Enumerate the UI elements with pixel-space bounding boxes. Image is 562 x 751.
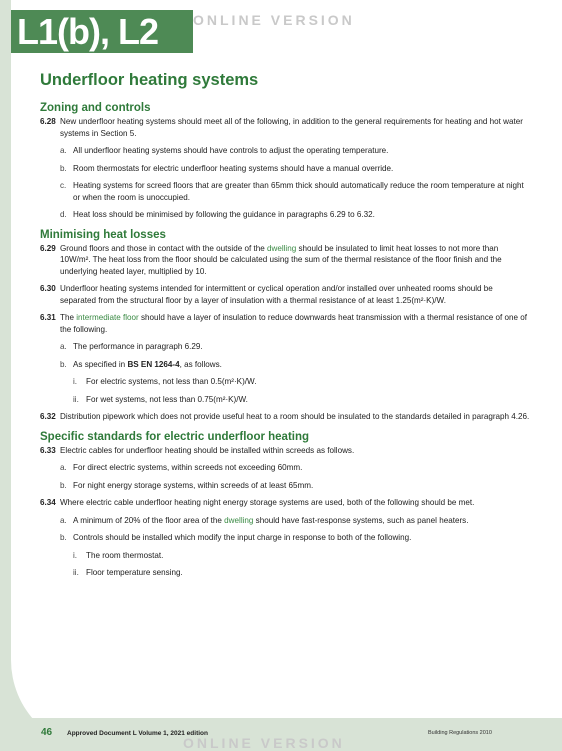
intermediate-floor-link[interactable]: intermediate floor xyxy=(76,313,139,322)
list-item xyxy=(60,359,530,371)
text-segment: The xyxy=(60,313,77,322)
paragraph-text: Electric cables for underfloor heating should be installed within screeds as follows. xyxy=(60,445,355,455)
paragraph-number: 6.30 xyxy=(40,284,56,293)
item-letter: b. xyxy=(60,480,67,490)
item-text: All underfloor heating systems should have controls to adjust the operating temperature. xyxy=(73,146,389,155)
paragraph-6-34 xyxy=(40,497,530,509)
paragraph-6-32 xyxy=(40,411,530,423)
paragraph-text xyxy=(60,312,530,335)
paragraph-6-28 xyxy=(40,116,530,139)
item-text: For direct electric systems, within screeds not exceeding 60mm. xyxy=(73,463,303,472)
paragraph-number: 6.33 xyxy=(40,445,56,455)
heading-zoning: Zoning and controls xyxy=(40,102,151,114)
watermark-bottom: ONLINE VERSION xyxy=(183,735,345,751)
item-text: For electric systems, not less than 0.5(m²·K)/W. xyxy=(86,377,257,386)
item-text: The room thermostat. xyxy=(86,550,164,560)
item-text: The performance in paragraph 6.29. xyxy=(73,342,203,351)
paragraph-number: 6.32 xyxy=(40,412,56,421)
item-letter: c. xyxy=(60,181,67,190)
item-letter: b. xyxy=(60,359,67,369)
list-item xyxy=(60,532,530,544)
list-item xyxy=(60,341,530,353)
document-page xyxy=(11,0,562,750)
item-text: Controls should be installed which modify the input charge in response to both of the following. xyxy=(73,533,412,542)
paragraph-6-30 xyxy=(40,283,530,306)
paragraph-text: Underfloor heating systems intended for intermittent or cyclical operation and/or installed over unheated rooms should be separated from the structural floor by a layer of insulation with a thermal resistance of at least 1.25(m²·K)/W. xyxy=(60,284,493,305)
item-text: For wet systems, not less than 0.75(m²·K)/W. xyxy=(86,394,248,404)
paragraph-number: 6.29 xyxy=(40,243,56,253)
watermark-top: ONLINE VERSION xyxy=(193,12,355,28)
section-tab: L1(b), L2 xyxy=(11,10,193,53)
item-letter: b. xyxy=(60,163,67,173)
item-numeral: ii. xyxy=(73,568,79,577)
list-item xyxy=(60,480,530,492)
sub-list-item xyxy=(73,376,530,388)
paragraph-text: Where electric cable underfloor heating night energy storage systems are used, both of the following should be met. xyxy=(60,498,475,507)
sub-list-item xyxy=(73,567,530,579)
text-segment: Ground floors and those in contact with the outside of the xyxy=(60,243,267,253)
dwelling-link[interactable]: dwelling xyxy=(266,243,297,253)
standard-reference: BS EN 1264-4 xyxy=(127,359,180,369)
paragraph-number: 6.31 xyxy=(40,313,56,322)
item-text: Heating systems for screed floors that are greater than 65mm thick should automatically reduce the room temperature at night or when the room is unoccupied. xyxy=(73,181,524,202)
text-segment: , as follows. xyxy=(179,359,222,369)
text-segment: should be insulated to limit heat losses to not more than 10W/m². The heat loss from the floor should be calculated using the sum of the thermal resistance of the floor finish and the underlying heated layer, multiplied by 10. xyxy=(60,243,502,276)
document-title: Approved Document L Volume 1, 2021 edition xyxy=(67,730,208,737)
item-letter: a. xyxy=(60,342,67,351)
item-letter: a. xyxy=(60,463,67,472)
sub-list-item xyxy=(73,550,530,562)
paragraph-text xyxy=(60,243,530,278)
item-text: Room thermostats for electric underfloor heating systems should have a manual override. xyxy=(73,163,394,173)
sub-list-item xyxy=(73,394,530,406)
item-letter: d. xyxy=(60,210,67,219)
list-item xyxy=(60,462,530,474)
dwelling-link[interactable]: dwelling xyxy=(224,515,254,525)
list-item xyxy=(60,163,530,175)
list-item xyxy=(60,515,530,527)
item-letter: a. xyxy=(60,515,67,525)
paragraph-text: New underfloor heating systems should meet all of the following, in addition to the general requirements for heating and hot water systems in Section 5. xyxy=(60,117,523,138)
list-item xyxy=(60,180,530,203)
paragraph-6-29 xyxy=(40,243,530,278)
paragraph-6-33 xyxy=(40,445,530,457)
item-numeral: ii. xyxy=(73,394,79,404)
page-title: Underfloor heating systems xyxy=(40,71,259,89)
paragraph-6-31 xyxy=(40,312,530,335)
text-segment: As specified in xyxy=(73,359,128,369)
regulations-label: Building Regulations 2010 xyxy=(428,730,492,736)
paragraph-text: Distribution pipework which does not provide useful heat to a room should be insulated to the standards detailed in paragraph 4.26. xyxy=(60,412,530,421)
item-text xyxy=(73,515,530,527)
item-text xyxy=(73,359,530,371)
heading-electric-standards: Specific standards for electric underfloor heating xyxy=(40,430,310,443)
item-numeral: i. xyxy=(73,550,78,560)
item-letter: b. xyxy=(60,533,67,542)
item-text: Heat loss should be minimised by following the guidance in paragraphs 6.29 to 6.32. xyxy=(73,210,375,219)
list-item xyxy=(60,209,530,221)
item-text: Floor temperature sensing. xyxy=(86,568,183,577)
item-text: For night energy storage systems, within screeds of at least 65mm. xyxy=(73,480,314,490)
list-item xyxy=(60,145,530,157)
item-numeral: i. xyxy=(73,377,78,386)
heading-heat-losses: Minimising heat losses xyxy=(40,228,166,241)
text-segment: should have a layer of insulation to reduce downwards heat transmission with a thermal resistance of one of the following. xyxy=(60,313,528,334)
paragraph-number: 6.28 xyxy=(40,117,56,126)
paragraph-number: 6.34 xyxy=(40,498,56,507)
text-segment: A minimum of 20% of the floor area of the xyxy=(73,515,225,525)
text-segment: should have fast-response systems, such as panel heaters. xyxy=(253,515,469,525)
page-number: 46 xyxy=(41,727,53,738)
page-content xyxy=(40,68,530,585)
item-letter: a. xyxy=(60,146,67,155)
